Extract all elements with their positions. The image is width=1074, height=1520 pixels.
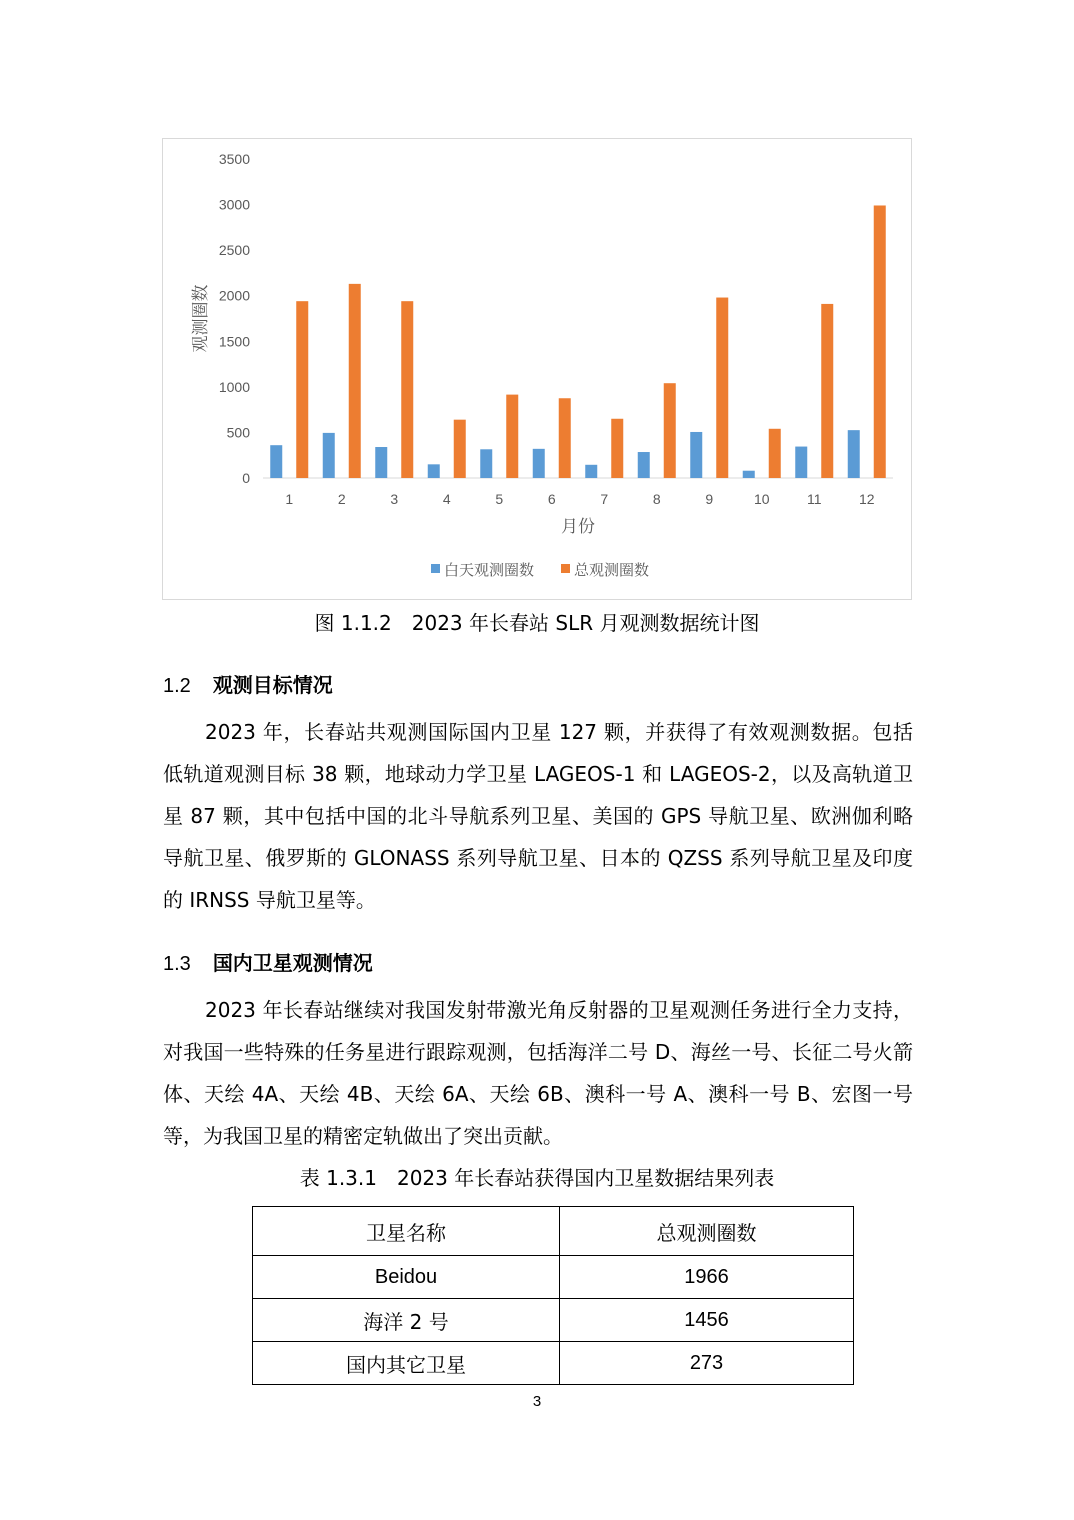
table-cell: 273 [560, 1342, 854, 1385]
section-number: 1.2 [163, 675, 191, 697]
x-axis-title: 月份 [561, 517, 595, 537]
bar-total [349, 284, 361, 478]
bar-daytime [323, 433, 335, 478]
bar-daytime [533, 449, 545, 478]
bar-total [716, 298, 728, 478]
table-row [253, 1342, 854, 1385]
bar-daytime [480, 449, 492, 478]
legend-swatch [561, 564, 570, 573]
y-tick-label: 2000 [218, 287, 250, 304]
legend-swatch [431, 564, 440, 573]
section-title: 观测目标情况 [212, 673, 333, 697]
bar-total [454, 420, 466, 478]
bar-daytime [375, 447, 387, 478]
bar-total [874, 205, 886, 478]
y-tick-label: 2500 [218, 242, 250, 259]
x-tick-label: 12 [858, 491, 875, 507]
table-cell: 海洋 2 号 [253, 1299, 560, 1342]
y-tick-label: 1500 [218, 333, 250, 350]
bar-daytime [428, 464, 440, 478]
legend-label: 白天观测圈数 [444, 561, 535, 579]
x-tick-label: 7 [600, 491, 609, 507]
bar-daytime [690, 432, 702, 478]
y-axis-title: 观测圈数 [191, 284, 211, 353]
paragraph-text: 2023 年，长春站共观测国际国内卫星 127 颗，并获得了有效观测数据。包括低轨道观测目标 38 颗，地球动力学卫星 LAGEOS-1 和 LAGEOS-2，以及高轨道卫星 87 颗，其中包括中国的北斗导航系列卫星、美国的 GPS 导航卫星、欧洲伽利略导航卫星、俄罗斯的 GLONASS 系列导航卫星、日本的 QZSS 系列导航卫星及印度的 IRNSS 导航卫星等。 [163, 720, 913, 912]
bar-total [664, 383, 676, 478]
table-row [253, 1299, 854, 1342]
y-tick-label: 0 [242, 470, 250, 486]
satellite-table [252, 1206, 854, 1385]
table-header-cell: 卫星名称 [253, 1207, 560, 1256]
bar-total [401, 301, 413, 478]
bar-chart [162, 138, 912, 600]
table-row [253, 1256, 854, 1299]
y-tick-label: 500 [226, 424, 250, 441]
bar-total [611, 419, 623, 478]
bar-daytime [585, 465, 597, 478]
bar-daytime [848, 430, 860, 478]
figure-caption: 图 1.1.2 2023 年长春站 SLR 月观测数据统计图 [314, 611, 760, 635]
x-tick-label: 10 [753, 491, 770, 507]
bar-daytime [638, 452, 650, 478]
y-tick-label: 1000 [218, 378, 250, 395]
x-tick-label: 1 [285, 491, 294, 507]
x-tick-label: 4 [442, 491, 451, 507]
section-heading-1-2 [163, 671, 333, 700]
paragraph-text: 2023 年长春站继续对我国发射带激光角反射器的卫星观测任务进行全力支持，对我国一些特殊的任务星进行跟踪观测，包括海洋二号 D、海丝一号、长征二号火箭体、天绘 4A、天绘 4B、天绘 6A、天绘 6B、澳科一号 A、澳科一号 B、宏图一号等，为我国卫星的精密定轨做出了突出贡献。 [163, 998, 913, 1148]
section-number: 1.3 [163, 953, 191, 975]
legend-label: 总观测圈数 [574, 561, 650, 579]
table-caption: 表 1.3.1 2023 年长春站获得国内卫星数据结果列表 [299, 1166, 775, 1190]
table-header-cell: 总观测圈数 [560, 1207, 854, 1256]
x-tick-label: 2 [337, 491, 346, 507]
section-paragraph-1-2 [163, 711, 913, 921]
x-tick-label: 6 [547, 491, 556, 507]
section-heading-1-3 [163, 949, 373, 978]
bar-total [506, 395, 518, 478]
bar-total [296, 301, 308, 478]
table-header-row [253, 1207, 854, 1256]
y-tick-label: 3500 [218, 151, 250, 167]
chart-svg [163, 139, 913, 601]
x-tick-label: 5 [495, 491, 504, 507]
x-tick-label: 9 [705, 491, 714, 507]
bar-total [769, 429, 781, 478]
table-cell: 国内其它卫星 [253, 1342, 560, 1385]
bar-daytime [743, 471, 755, 478]
x-tick-label: 11 [806, 491, 822, 507]
table-cell: 1966 [560, 1256, 854, 1299]
section-title: 国内卫星观测情况 [212, 951, 373, 975]
bar-total [559, 398, 571, 478]
x-tick-label: 8 [652, 491, 661, 507]
table-cell: 1456 [560, 1299, 854, 1342]
bar-daytime [270, 445, 282, 478]
y-tick-label: 3000 [218, 196, 250, 213]
table-cell: Beidou [253, 1256, 560, 1299]
bar-total [821, 304, 833, 478]
x-tick-label: 3 [390, 491, 399, 507]
page-number: 3 [532, 1393, 542, 1410]
section-paragraph-1-3 [163, 989, 913, 1157]
bar-daytime [795, 447, 807, 478]
